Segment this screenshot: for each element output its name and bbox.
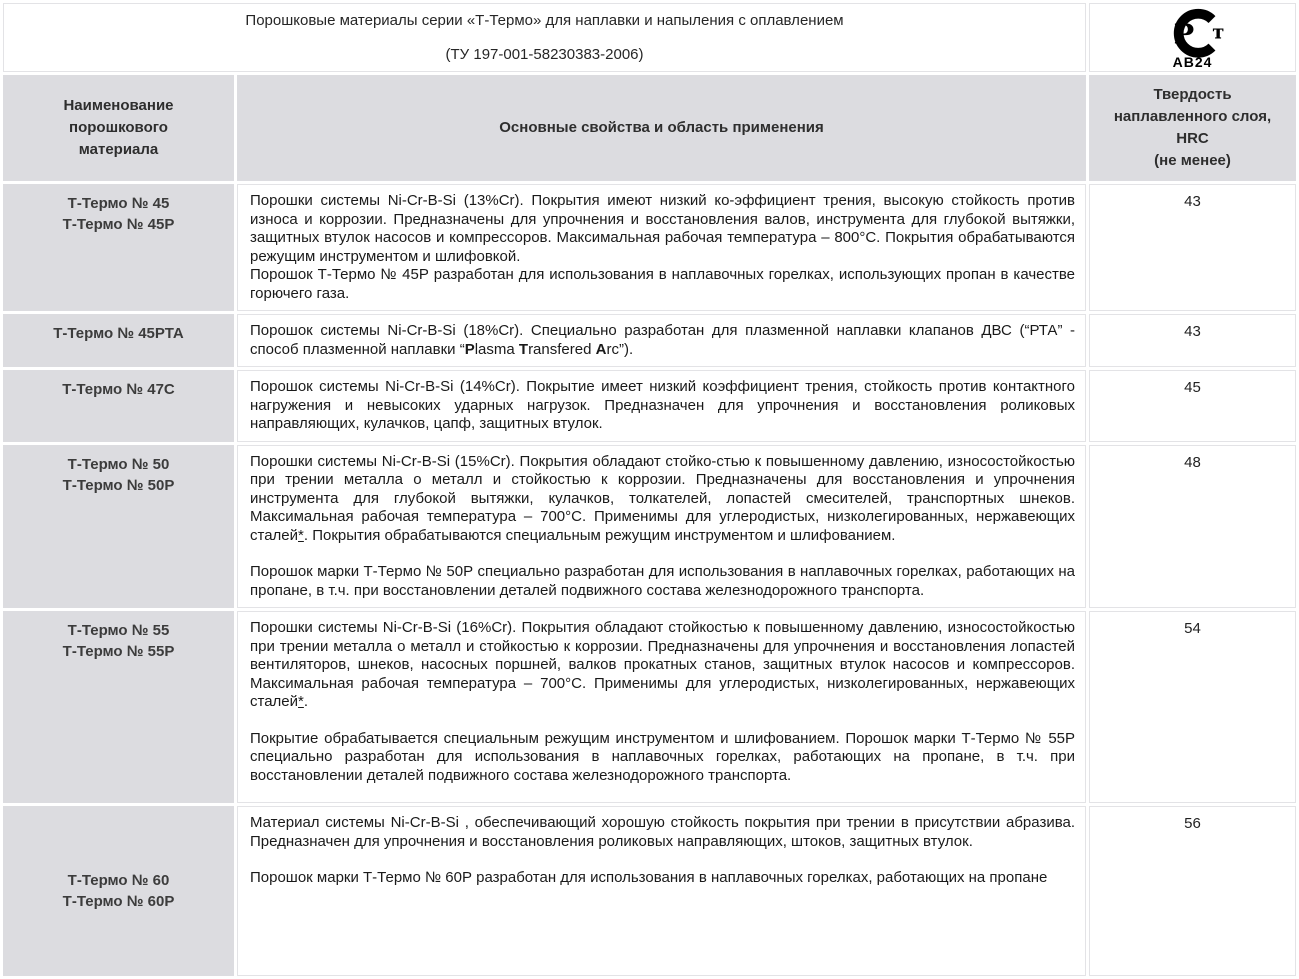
material-name-cell xyxy=(3,370,234,442)
column-header-line: (не менее) xyxy=(1154,152,1231,169)
properties-cell xyxy=(237,314,1086,367)
text-segment: Порошки системы Ni-Cr-B-Si (16%Cr). Покрытия обладают стойкостью к повышенному давлению, износостойкостью при трении металла о металл и стойкостью к коррозии. Предназначены для упрочнения и восстановления лопастей вентиляторов, шнеков, насосных поршней, валков прокатных станов, защитных втулок насосов и компрессоров. Максимальная рабочая температура – 700°С. Применимы для углеродистых, низколегированных, нержавеющих сталей xyxy=(250,619,1076,710)
certification-code: АВ24 xyxy=(1172,54,1213,70)
properties-paragraph xyxy=(250,453,1075,546)
properties-cell xyxy=(237,445,1086,609)
text-segment: lasma xyxy=(474,340,519,358)
material-name-line: Т-Термо № 55 xyxy=(67,622,170,639)
material-name-line: Т-Термо № 45Р xyxy=(62,216,175,233)
text-segment: Порошки системы Ni-Cr-B-Si (15%Cr). Покрытия обладают стойко-стью к повышенному давлению, износостойкостью при трении металла о металл и стойкостью к коррозии. Предназначены для восстановления и упрочнения инструмента для глубокой вытяжки, кулачков, толкателей, лопастей смесителей, транспортных шнеков. Максимальная рабочая температура – 700°С. Применимы для углеродистых, низколегированных, нержавеющих сталей xyxy=(250,452,1076,544)
column-header-properties xyxy=(237,75,1086,181)
text-segment: Порошок системы Ni-Cr-B-Si (14%Cr). Покрытие имеет низкий коэффициент трения, стойкость против контактного нагружения и невысоких ударных нагрузок. Предназначен для упрочнения и восстановления роликовых направляющих, кулачков, цапф, защитных втулок. xyxy=(250,378,1076,432)
material-name-line: Т-Термо № 45РТА xyxy=(53,325,184,342)
properties-paragraph xyxy=(250,619,1075,712)
material-name-line: Т-Термо № 55Р xyxy=(62,643,175,660)
certification-logo-cell xyxy=(1089,3,1296,72)
properties-cell xyxy=(237,370,1086,442)
text-segment: . Покрытия обрабатываются специальным режущим инструментом и шлифованием. xyxy=(303,526,896,544)
material-row xyxy=(3,611,1296,803)
text-segment: Материал системы Ni-Cr-B-Si , обеспечивающий хорошую стойкость покрытия при трении в присутствии абразива. Предназначен для упрочнения и восстановления роликовых направляющих, штоков, защитных втулок. xyxy=(250,814,1076,850)
column-header-line: наплавленного слоя, HRC xyxy=(1113,108,1272,147)
text-segment: Порошок марки Т-Термо № 60Р разработан для использования в наплавочных горелках, работающих на пропане xyxy=(250,869,1048,886)
hardness-cell xyxy=(1089,806,1296,976)
hardness-value: 45 xyxy=(1184,379,1201,396)
properties-paragraph xyxy=(250,192,1075,266)
text-segment: Порошок системы Ni-Cr-B-Si (18%Cr). Специально разработан для плазменной наплавки клапанов ДВС (“РТА” - способ плазменной наплавки “ xyxy=(250,322,1076,358)
rostest-certification-mark-icon xyxy=(1141,6,1245,58)
material-name-line: Т-Термо № 45 xyxy=(67,195,170,212)
footnote-asterisk-link[interactable]: * xyxy=(298,526,304,544)
material-name-cell xyxy=(3,314,234,367)
svg-text:т: т xyxy=(1211,20,1224,44)
properties-paragraph xyxy=(250,378,1075,434)
text-segment: T xyxy=(518,340,529,358)
text-segment: . xyxy=(303,693,309,710)
hardness-cell xyxy=(1089,445,1296,609)
text-segment: rc”). xyxy=(606,340,634,358)
material-row xyxy=(3,806,1296,976)
footnote-asterisk-link[interactable]: * xyxy=(298,693,304,710)
text-segment: Порошок марки Т-Термо № 50Р специально разработан для использования в наплавочных горелках, работающих на пропане, в т.ч. при восстановлении деталей подвижного состава железнодорожного транспорта. xyxy=(250,563,1076,599)
properties-cell xyxy=(237,184,1086,311)
column-header-name xyxy=(3,75,234,181)
hardness-cell xyxy=(1089,184,1296,311)
material-row xyxy=(3,314,1296,367)
column-header-line: Твердость xyxy=(1153,86,1232,103)
hardness-value: 54 xyxy=(1184,620,1201,637)
hardness-value: 43 xyxy=(1184,193,1201,210)
material-name-cell xyxy=(3,445,234,609)
properties-paragraph xyxy=(250,814,1075,851)
hardness-cell xyxy=(1089,611,1296,803)
hardness-cell xyxy=(1089,370,1296,442)
hardness-value: 43 xyxy=(1184,323,1201,340)
material-row xyxy=(3,184,1296,311)
text-segment: P xyxy=(464,340,475,358)
text-segment: Покрытие обрабатывается специальным режущим инструментом и шлифованием. Порошок марки Т-Термо № 55Р специально разработан для использования в наплавочных горелках, работающих на пропане, в т.ч. при восстановлении деталей подвижного состава железнодорожного транспорта. xyxy=(250,729,1076,784)
column-header-hardness xyxy=(1089,75,1296,181)
svg-text:Р: Р xyxy=(1173,18,1194,51)
text-segment: Порошок Т-Термо № 45Р разработан для использования в наплавочных горелках, использующих пропан в качестве горючего газа. xyxy=(250,266,1076,302)
material-name-line: Т-Термо № 47С xyxy=(62,381,175,398)
material-name-line: Т-Термо № 60Р xyxy=(62,893,175,910)
title-line-1: Порошковые материалы серии «Т-Термо» для наплавки и напыления с оплавлением xyxy=(245,12,844,29)
text-segment: Порошки системы Ni-Cr-B-Si (13%Cr). Покрытия имеют низкий ко-эффициент трения, высокую стойкость против износа и коррозии. Предназначены для упрочнения и восстановления валов, инструмента для глубокой вытяжки, защитных втулок насосов и компрессоров. Максимальная рабочая температура – 800°С. Покрытия обрабатываются режущим инструментом и шлифовкой. xyxy=(250,192,1076,265)
table-header-row xyxy=(3,75,1296,181)
properties-cell xyxy=(237,806,1086,976)
column-header-line: Наименование порошкового xyxy=(63,97,174,136)
material-name-line: Т-Термо № 50 xyxy=(67,455,170,473)
material-name-cell xyxy=(3,806,234,976)
text-segment: A xyxy=(595,340,607,358)
title-line-2: (ТУ 197-001-58230383-2006) xyxy=(445,46,644,63)
properties-cell xyxy=(237,611,1086,803)
material-name-line: Т-Термо № 60 xyxy=(67,872,170,889)
properties-paragraph xyxy=(250,730,1075,786)
hardness-value: 48 xyxy=(1184,453,1201,471)
hardness-value: 56 xyxy=(1184,815,1201,832)
title-row xyxy=(3,3,1296,72)
material-name-cell xyxy=(3,611,234,803)
column-header-line: Основные свойства и область применения xyxy=(499,119,824,136)
column-header-line: материала xyxy=(78,141,159,158)
properties-paragraph xyxy=(250,869,1075,888)
properties-paragraph xyxy=(250,563,1075,600)
document-title xyxy=(3,3,1086,72)
material-name-cell xyxy=(3,184,234,311)
hardness-cell xyxy=(1089,314,1296,367)
properties-paragraph xyxy=(250,266,1075,303)
material-row xyxy=(3,445,1296,609)
materials-table-body xyxy=(3,184,1296,976)
material-row xyxy=(3,370,1296,442)
material-name-line: Т-Термо № 50Р xyxy=(62,476,175,494)
properties-paragraph xyxy=(250,322,1075,359)
text-segment: ransfered xyxy=(528,340,596,358)
